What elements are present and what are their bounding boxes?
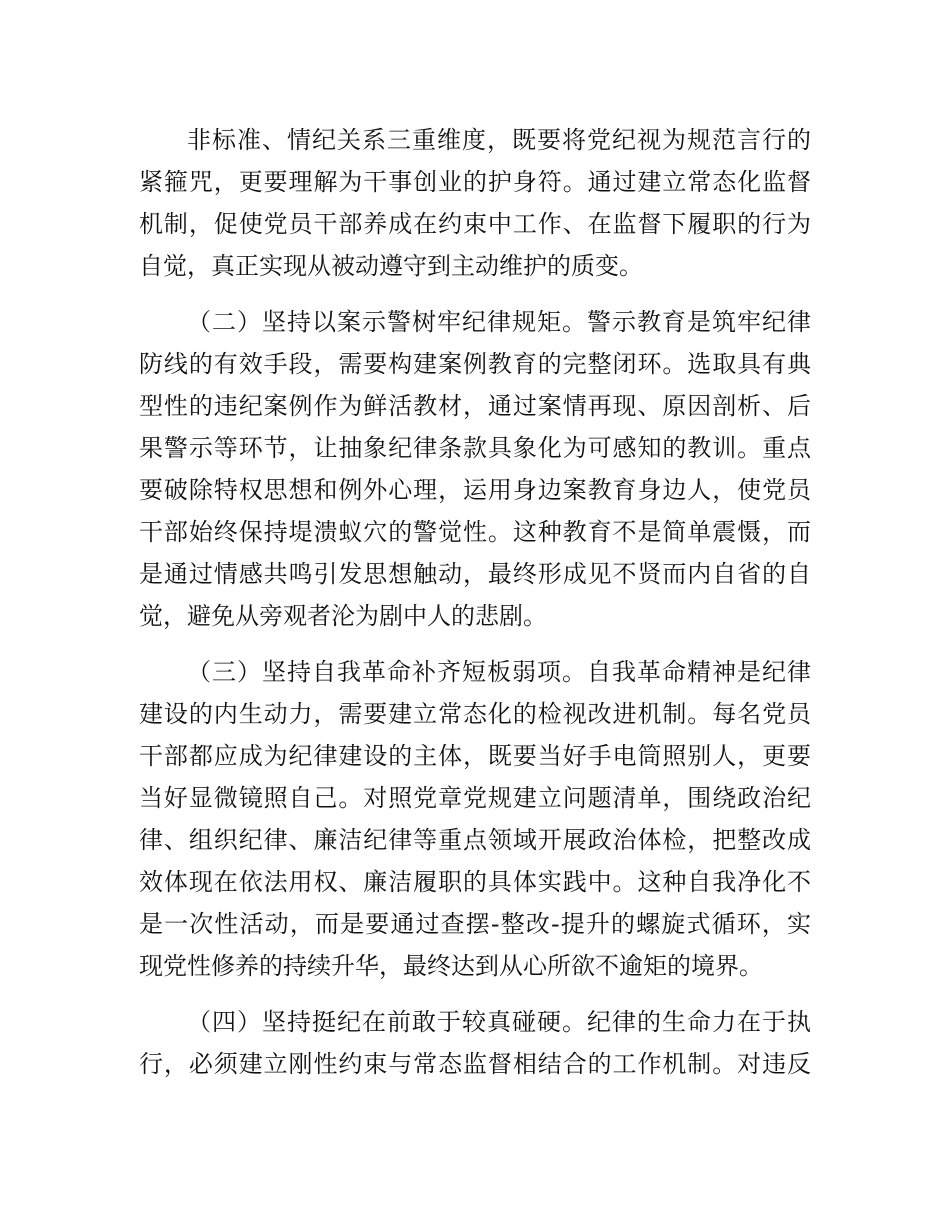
text-line: 干部始终保持堤溃蚁穴的警觉性。这种教育不是简单震慑，而 [139,518,811,546]
text-line: 当好显微镜照自己。对照党章党规建立问题清单，围绕政治纪 [139,784,811,812]
text-line: 现党性修养的持续升华，最终达到从心所欲不逾矩的境界。 [139,952,763,980]
text-line: 型性的违纪案例作为鲜活教材，通过案情再现、原因剖析、后 [139,392,811,420]
paragraph-2 [139,301,811,637]
text-line: 建设的内生动力，需要建立常态化的检视改进机制。每名党员 [139,700,811,728]
text-line: （四）坚持挺纪在前敢于较真碰硬。纪律的生命力在于执 [187,1008,811,1036]
text-line: 行，必须建立刚性约束与常态监督相结合的工作机制。对违反 [139,1050,811,1078]
text-line: 干部都应成为纪律建设的主体，既要当好手电筒照别人，更要 [139,742,811,770]
text-line: （三）坚持自我革命补齐短板弱项。自我革命精神是纪律 [187,658,811,686]
text-line: 果警示等环节，让抽象纪律条款具象化为可感知的教训。重点 [139,434,811,462]
text-line: 觉，避免从旁观者沦为剧中人的悲剧。 [139,602,547,630]
text-line: 机制，促使党员干部养成在约束中工作、在监督下履职的行为 [139,210,811,238]
text-line: （二）坚持以案示警树牢纪律规矩。警示教育是筑牢纪律 [187,308,811,336]
paragraph-3 [139,651,811,987]
text-line: 是一次性活动，而是要通过查摆-整改-提升的螺旋式循环，实 [139,910,811,938]
text-line: 非标准、情纪关系三重维度，既要将党纪视为规范言行的 [187,126,811,154]
paragraph-4 [139,1001,811,1085]
text-line: 要破除特权思想和例外心理，运用身边案教育身边人，使党员 [139,476,811,504]
text-line: 紧箍咒，更要理解为干事创业的护身符。通过建立常态化监督 [139,168,811,196]
text-line: 效体现在依法用权、廉洁履职的具体实践中。这种自我净化不 [139,868,811,896]
text-line: 防线的有效手段，需要构建案例教育的完整闭环。选取具有典 [139,350,811,378]
text-line: 自觉，真正实现从被动遵守到主动维护的质变。 [139,252,643,280]
paragraph-1 [139,119,811,287]
text-line: 律、组织纪律、廉洁纪律等重点领域开展政治体检，把整改成 [139,826,811,854]
document-page [139,119,811,1099]
text-line: 是通过情感共鸣引发思想触动，最终形成见不贤而内自省的自 [139,560,811,588]
